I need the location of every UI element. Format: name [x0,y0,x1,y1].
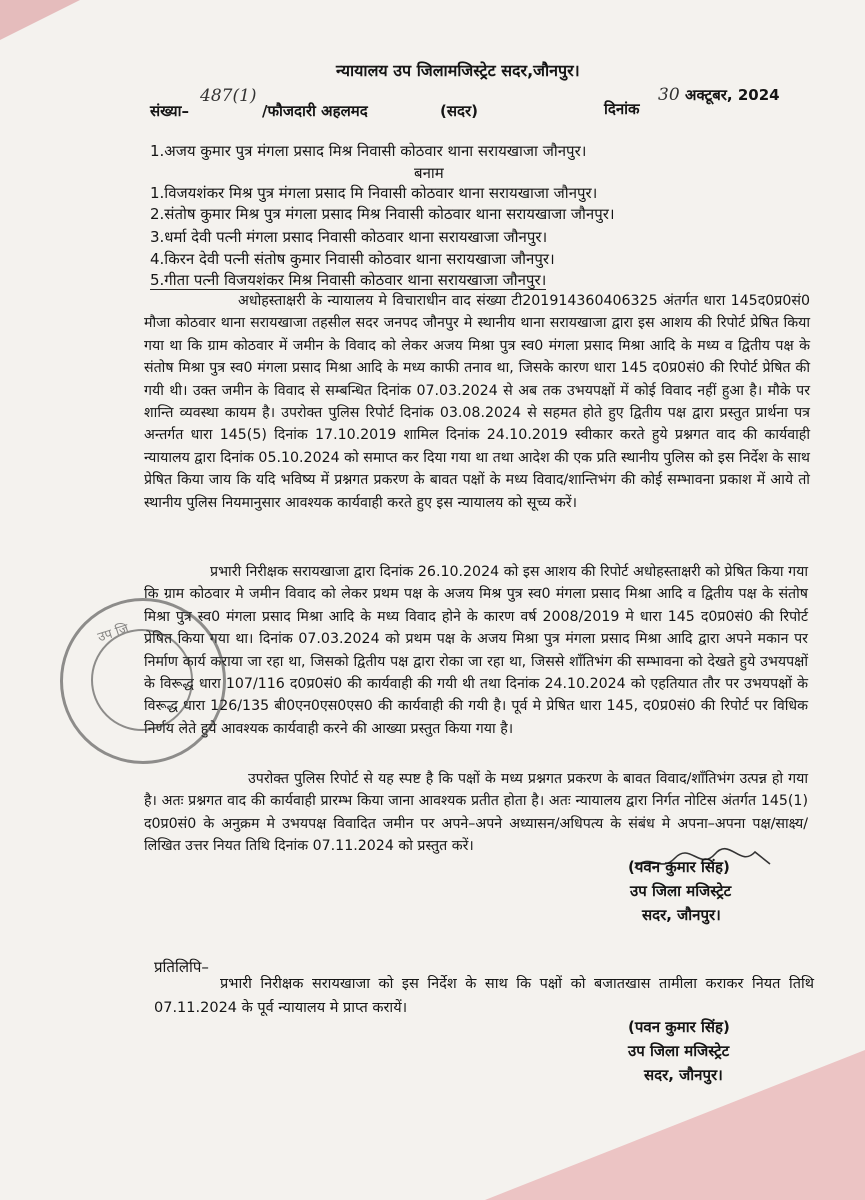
defendant-5: 5.गीता पत्नी विजयशंकर मिश्र निवासी कोठवार थाना सरायखाजा जौनपुर। [150,271,547,289]
signatory-name-2: (पवन कुमार सिंह) [628,1018,730,1036]
seal-stamp [60,598,226,764]
copy-text: प्रभारी निरीक्षक सरायखाजा को इस निर्देश के साथ कि पक्षों को बजातखास तामीला कराकर नियत तिथि 07.11.2024 के पूर्व न्यायालय मे प्राप्त करायें। [154,976,814,1016]
plaintiff: 1.अजय कुमार पुत्र मंगला प्रसाद मिश्र निवासी कोठवार थाना सरायखाजा जौनपुर। [150,142,587,160]
copy-label: प्रतिलिपि– [154,958,209,976]
stamp-text: उप जि [95,621,131,646]
paragraph-2: प्रभारी निरीक्षक सरायखाजा द्वारा दिनांक 26.10.2024 को इस आशय की रिपोर्ट अधोहस्ताक्षरी को प्रेषित किया गया कि ग्राम कोठवार मे जमीन विवाद को लेकर प्रथम पक्ष के अजय मिश्र पुत्र स्व0 मंगला प्रसाद मिश्रा आदि व द्वितीय पक्ष के संतोष मिश्रा पुत्र स्व0 मंगला प्रसाद मिश्रा आदि के मध्य विवाद होने के कारण वर्ष 2008/2019 मे धारा 145 द0प्र0सं0 की रिपोर्ट प्रेषित किया गया था। दिनांक 07.03.2024 को प्रथम पक्ष के अजय मिश्रा पुत्र मंगला प्रसाद मिश्रा आदि द्वारा अपने मकान पर निर्माण कार्य कराया जा रहा था, जिसको द्वितीय पक्ष द्वारा रोका जा रहा था, जिससे शाँतिभंग की सम्भावना को देखते हुये उभयपक्षों के विरूद्ध धारा 107/116 द0प्र0सं0 की कार्यवाही की गयी थी तथा दिनांक 24.10.2024 को एहतियात तौर पर उभयपक्षों के विरूद्ध धारा 126/135 बी0एन0एस0एस0 की कार्यवाही की गयी है। पूर्व मे प्रेषित धारा 145, द0प्र0सं0 की रिपोर्ट पर विधिक निर्णय लेते हुये आवश्यक कार्यवाही करने की आख्या प्रस्तुत किया गया है। [144,564,808,737]
background-corner [0,0,80,40]
defendant-2: 2.संतोष कुमार मिश्र पुत्र मंगला प्रसाद मिश्र निवासी कोठवार थाना सरायखाजा जौनपुर। [150,205,615,223]
defendant-1: 1.विजयशंकर मिश्र पुत्र मंगला प्रसाद मि निवासी कोठवार थाना सरायखाजा जौनपुर। [150,184,598,202]
signatory-designation-2: उप जिला मजिस्ट्रेट [628,1042,730,1060]
signatory-place: सदर, जौनपुर। [642,906,721,924]
date-printed: अक्टूबर, 2024 [685,86,780,104]
signatory-name: (पवन कुमार सिंह) [628,858,730,876]
defendant-4: 4.किरन देवी पत्नी संतोष कुमार निवासी कोठवार थाना सरायखाजा जौनपुर। [150,250,555,268]
signatory-designation: उप जिला मजिस्ट्रेट [630,882,732,900]
versus-label: बनाम [414,164,444,182]
date-label: दिनांक [604,100,640,118]
paragraph-3: उपरोक्त पुलिस रिपोर्ट से यह स्पष्ट है कि पक्षों के मध्य प्रश्नगत प्रकरण के बावत विवाद/शाँतिभंग उत्पन्न हो गया है। अतः प्रश्नगत वाद की कार्यवाही प्रारम्भ किया जाना आवश्यक प्रतीत होता है। अतः न्यायालय द्वारा निर्गत नोटिस अंतर्गत 145(1) द0प्र0सं0 के अनुक्रम मे उभयपक्ष विवादित जमीन पर अपने–अपने अध्यासन/अधिपत्य के संबंध मे अपना–अपना पक्ष/साक्ष्य/लिखित उत्तर नियत तिथि दिनांक 07.11.2024 को प्रस्तुत करें। [144,771,808,855]
number-handwritten: 487(1) [200,86,257,106]
court-title: न्यायालय उप जिलामजिस्ट्रेट सदर,जौनपुर। [336,61,580,80]
paragraph-1: अधोहस्ताक्षरी के न्यायालय मे विचाराधीन वाद संख्या टी201914360406325 अंतर्गत धारा 145द0प्र0सं0 मौजा कोठवार थाना सरायखाजा तहसील सदर जनपद जौनपुर मे स्थानीय थाना सरायखाजा द्वारा इस आशय की रिपोर्ट प्रेषित किया गया था कि ग्राम कोठवार में जमीन के विवाद को लेकर अजय मिश्रा पुत्र स्व0 मंगला प्रसाद मिश्रा आदि के मध्य व द्वितीय पक्ष के संतोष मिश्रा पुत्र स्व0 मंगला प्रसाद मिश्रा आदि के मध्य काफी तनाव था, जिसके कारण धारा 145 द0प्र0सं0 की रिपोर्ट प्रेषित की गयी थी। उक्त जमीन के विवाद से सम्बन्धित दिनांक 07.03.2024 से अब तक उभयपक्षों में कोई विवाद नहीं हुआ है। मौके पर शान्ति व्यवस्था कायम है। उपरोक्त पुलिस रिपोर्ट दिनांक 03.08.2024 से सहमत होते हुए द्वितीय पक्ष द्वारा प्रस्तुत प्रार्थना पत्र अन्तर्गत धारा 145(5) दिनांक 17.10.2019 शामिल दिनांक 24.10.2019 स्वीकार करते हुये प्रश्नगत वाद की कार्यवाही न्यायालय द्वारा दिनांक 05.10.2024 को समाप्त कर दिया गया था तथा आदेश की एक प्रति स्थानीय पुलिस को इस निर्देश के साथ प्रेषित किया जाय कि यदि भविष्य में प्रश्नगत प्रकरण के बावत पक्षों के मध्य विवाद/शान्तिभंग की कोई सम्भावना प्रकाश में आये तो स्थानीय पुलिस नियमानुसार आवश्यक कार्यवाही करते हुए इस न्यायालय को सूच्य करें। [144,293,810,511]
sadar-label: (सदर) [440,102,478,120]
defendant-3: 3.धर्मा देवी पत्नी मंगला प्रसाद निवासी कोठवार थाना सरायखाजा जौनपुर। [150,228,548,246]
date-handwritten: 30 [658,85,680,105]
section-label: /फौजदारी अहलमद [262,102,368,120]
number-label: संख्या– [150,102,190,120]
signatory-place-2: सदर, जौनपुर। [644,1066,723,1084]
